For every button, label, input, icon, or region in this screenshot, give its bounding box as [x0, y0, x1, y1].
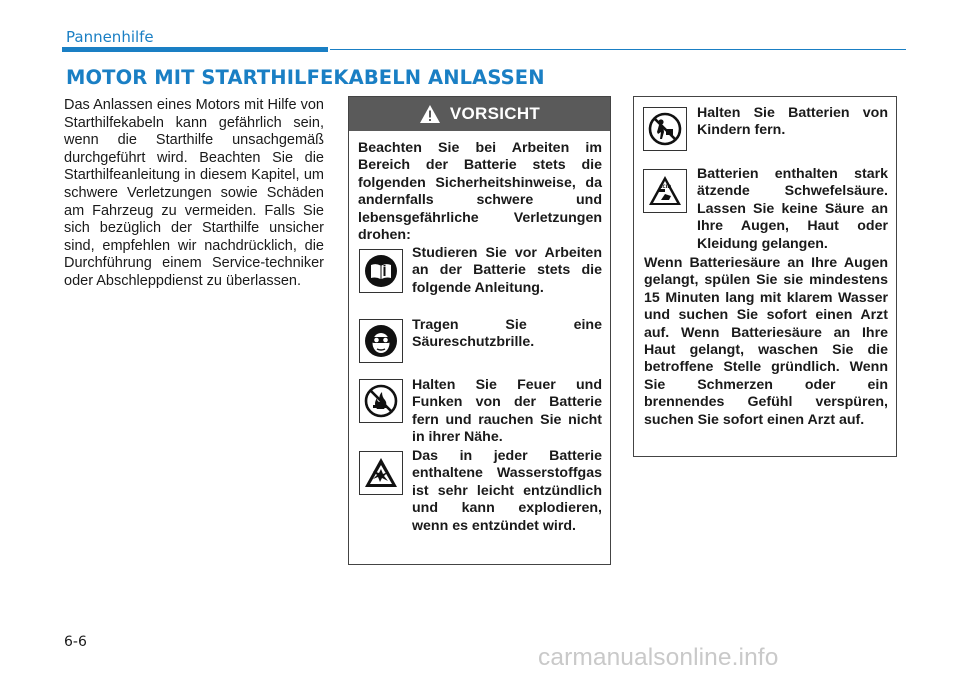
page-title: MOTOR MIT STARTHILFEKABELN ANLASSEN [66, 66, 545, 89]
caution-item-text: Das in jeder Batterie enthaltene Wasserstoffgas ist sehr leicht entzündlich und kann explodieren, wenn es entzündet wird. [412, 448, 602, 534]
caution-intro: Beachten Sie bei Arbeiten im Bereich der Batterie stets die folgenden Sicherheitshinweise, da andernfalls schwere und lebensgefährliche Verletzungen drohen: [358, 140, 602, 244]
keep-away-from-children-icon [648, 112, 682, 146]
safety-goggles-icon [364, 324, 398, 358]
right-item-text: Batterien enthalten stark ätzende Schwefelsäure. Lassen Sie keine Säure an Ihre Augen, Haut oder Kleidung gelangen. [697, 166, 888, 252]
section-label: Pannenhilfe [66, 28, 154, 46]
caution-box [348, 96, 611, 565]
section-rule-thick [62, 47, 328, 52]
no-fire-smoking-icon-box [359, 379, 403, 423]
caution-heading: VORSICHT [449, 104, 541, 123]
watermark: carmanualsonline.info [538, 644, 779, 671]
no-fire-smoking-icon [364, 384, 398, 418]
acid-warning-icon [647, 174, 683, 208]
page-number: 6-6 [64, 634, 87, 650]
section-rule-thin [330, 49, 906, 50]
manual-icon [364, 254, 398, 288]
warning-triangle-icon [419, 104, 441, 124]
caution-item-text: Halten Sie Feuer und Funken von der Batterie fern und rauchen Sie nicht in ihrer Nähe. [412, 377, 602, 446]
acid-first-aid-paragraph: Wenn Batteriesäure an Ihre Augen gelangt, spülen Sie sie mindestens 15 Minuten lang mit klarem Wasser und suchen Sie sofort einen Arzt auf. Wenn Batteriesäure an Ihre Haut gelangt, waschen Sie die betroffene Stelle gründlich. Wenn Sie Schmerzen oder ein brennendes Gefühl verspüren, suchen Sie sofort einen Arzt auf. [644, 255, 888, 428]
caution-item-text: Tragen Sie eine Säureschutzbrille. [412, 317, 602, 351]
explosion-warning-icon-box [359, 451, 403, 495]
caution-header [349, 97, 610, 131]
caution-item-text: Studieren Sie vor Arbeiten an der Batterie stets die folgende Anleitung. [412, 245, 602, 296]
explosion-warning-icon [363, 456, 399, 490]
acid-label: ACID [658, 185, 672, 190]
safety-goggles-icon-box [359, 319, 403, 363]
right-item-text: Halten Sie Batterien von Kindern fern. [697, 105, 888, 139]
acid-warning-icon-box [643, 169, 687, 213]
intro-paragraph: Das Anlassen eines Motors mit Hilfe von Starthilfekabeln kann gefährlich sein, wenn die Starthilfe unsachgemäß durchgeführt wird. Beachten Sie die Starthilfeanleitung in diesem Kapitel, um schwere Verletzungen sowie Schäden am Fahrzeug zu vermeiden. Falls Sie sich bezüglich der Starthilfe unsicher sind, empfehlen wir nachdrücklich, die Durchführung einem Service-techniker oder Abschleppdienst zu überlassen. [64, 97, 324, 289]
manual-icon-box [359, 249, 403, 293]
right-warning-box [633, 96, 897, 457]
keep-away-from-children-icon-box [643, 107, 687, 151]
